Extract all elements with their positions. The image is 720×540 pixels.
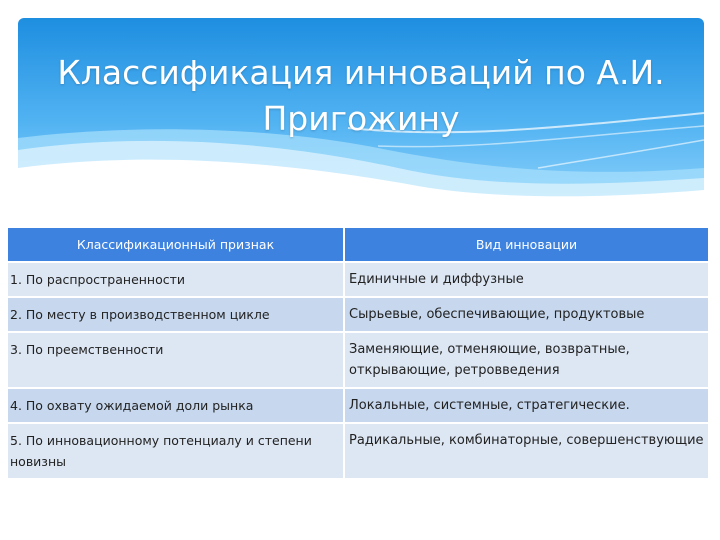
title-line-1: Классификация инноваций по А.И. xyxy=(57,53,665,92)
innovation-type-cell: Радикальные, комбинаторные, совершенствующие xyxy=(344,423,708,479)
column-header-innovation-type: Вид инновации xyxy=(344,228,708,262)
column-header-criterion: Классификационный признак xyxy=(8,228,344,262)
table-row xyxy=(8,262,708,297)
innovation-type-cell: Сырьевые, обеспечивающие, продуктовые xyxy=(344,297,708,332)
title-line-2: Пригожину xyxy=(262,99,460,138)
table-row xyxy=(8,423,708,479)
page-title xyxy=(18,50,704,142)
innovation-type-cell: Единичные и диффузные xyxy=(344,262,708,297)
innovation-type-cell: Локальные, системные, стратегические. xyxy=(344,388,708,423)
criterion-cell: 4. По охвату ожидаемой доли рынка xyxy=(8,388,344,423)
table-row xyxy=(8,332,708,388)
criterion-cell: 3. По преемственности xyxy=(8,332,344,388)
criterion-cell: 2. По месту в производственном цикле xyxy=(8,297,344,332)
criterion-cell: 1. По распространенности xyxy=(8,262,344,297)
criterion-cell: 5. По инновационному потенциалу и степени новизны xyxy=(8,423,344,479)
table-row xyxy=(8,297,708,332)
innovation-type-cell: Заменяющие, отменяющие, возвратные, открывающие, ретровведения xyxy=(344,332,708,388)
table-header-row xyxy=(8,228,708,262)
table-row xyxy=(8,388,708,423)
title-banner xyxy=(18,18,704,208)
classification-table xyxy=(8,228,708,480)
